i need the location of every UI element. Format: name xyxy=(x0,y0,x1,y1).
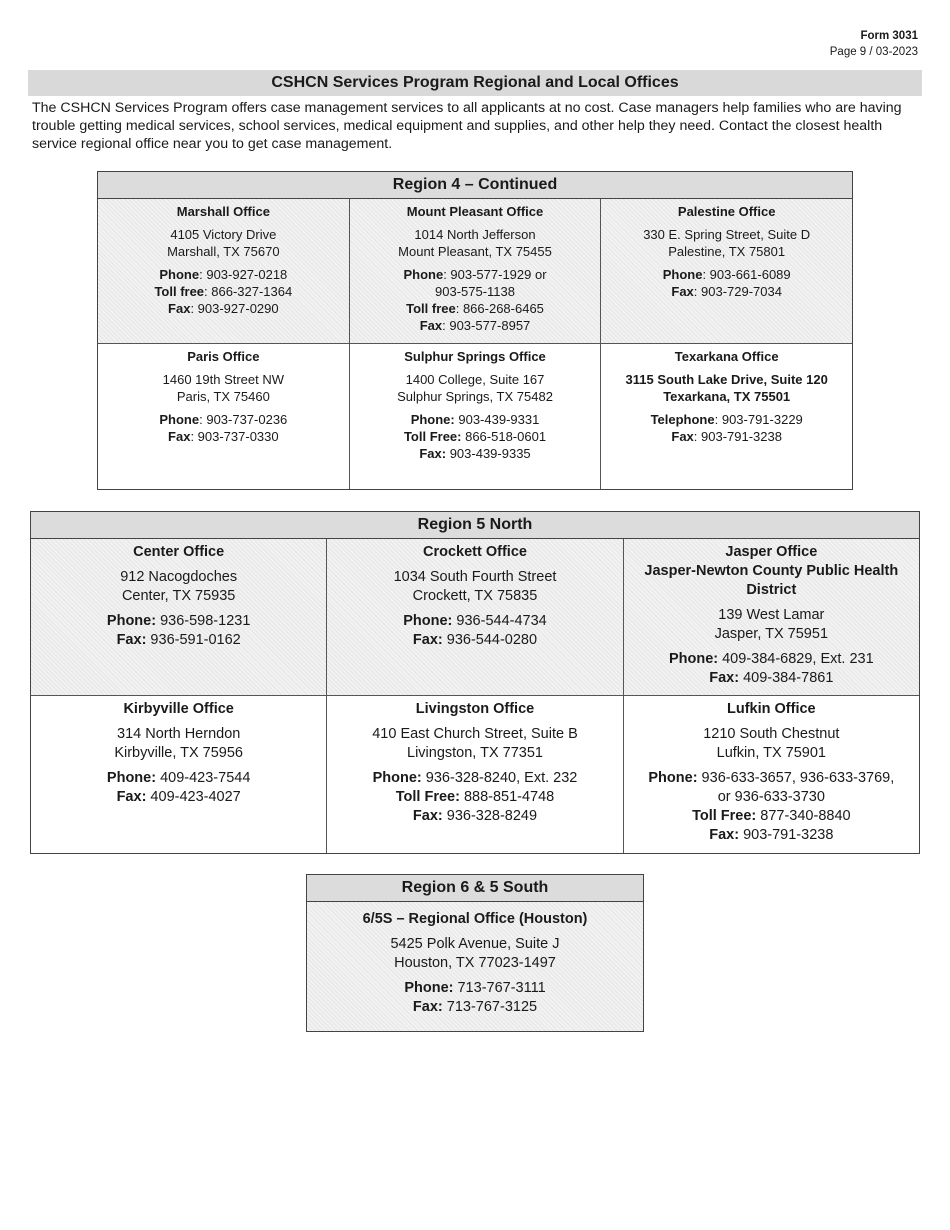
phone-label: Phone: xyxy=(106,613,157,629)
phone-line xyxy=(350,266,601,283)
region-4-row-1 xyxy=(98,199,852,344)
fax-label: Fax: xyxy=(412,999,443,1015)
address-line: 1400 College, Suite 167 xyxy=(405,372,545,387)
tollfree-number: : 866-327-1364 xyxy=(204,284,293,299)
office-name: Marshall Office xyxy=(176,204,270,219)
fax-number: 903-439-9335 xyxy=(446,446,531,461)
tollfree-line xyxy=(327,788,622,807)
address-line: 410 East Church Street, Suite B xyxy=(372,726,578,742)
phone-label: Phone: xyxy=(106,770,157,786)
phone-line-2: or 936-633-3730 xyxy=(717,789,825,805)
tollfree-line xyxy=(350,300,601,317)
office-name: Palestine Office xyxy=(677,204,776,219)
fax-number: 936-328-8249 xyxy=(442,808,538,824)
office-houston xyxy=(307,902,643,1031)
phone-line xyxy=(601,266,852,283)
address-line: Kirbyville, TX 75956 xyxy=(114,745,243,761)
address-line: Sulphur Springs, TX 75482 xyxy=(397,389,553,404)
fax-label: Fax: xyxy=(412,808,443,824)
address-line: 5425 Polk Avenue, Suite J xyxy=(390,936,560,952)
form-number: Form 3031 xyxy=(860,30,918,42)
phone-number: 936-633-3657, 936-633-3769, xyxy=(697,770,895,786)
fax-line xyxy=(307,998,643,1017)
fax-label: Fax: xyxy=(709,827,740,843)
address-line: 3115 South Lake Drive, Suite 120 xyxy=(625,372,828,387)
address-line: Crockett, TX 75835 xyxy=(412,588,538,604)
office-kirbyville xyxy=(31,696,327,853)
fax-number: : 903-927-0290 xyxy=(190,301,279,316)
office-name: Mount Pleasant Office xyxy=(406,204,544,219)
address-line: 1014 North Jefferson xyxy=(414,227,536,242)
fax-line xyxy=(350,317,601,334)
fax-line xyxy=(327,807,622,826)
fax-number: 936-544-0280 xyxy=(442,632,538,648)
fax-number: 936-591-0162 xyxy=(146,632,241,648)
office-address xyxy=(98,226,349,260)
address-line: Livingston, TX 77351 xyxy=(407,745,543,761)
phone-label: Telephone xyxy=(650,412,715,427)
region-5-heading: Region 5 North xyxy=(31,512,919,539)
office-subtitle xyxy=(624,562,919,600)
office-address xyxy=(601,226,852,260)
fax-line xyxy=(350,445,601,462)
fax-number: : 903-729-7034 xyxy=(693,284,782,299)
fax-line xyxy=(601,283,852,300)
tollfree-label: Toll Free: xyxy=(395,789,460,805)
office-name: 6/5S – Regional Office (Houston) xyxy=(362,911,588,927)
phone-label: Phone: xyxy=(404,980,454,996)
fax-number: : 903-791-3238 xyxy=(693,429,782,444)
fax-line xyxy=(98,300,349,317)
office-lufkin xyxy=(624,696,919,853)
phone-number: 409-384-6829, Ext. 231 xyxy=(718,651,874,667)
region-6-5-south-table xyxy=(306,874,644,1032)
phone-line xyxy=(601,411,852,428)
phone-number: : 903-927-0218 xyxy=(199,267,288,282)
office-name: Paris Office xyxy=(187,349,260,364)
phone-label: Phone: xyxy=(410,412,455,427)
phone-number: 903-439-9331 xyxy=(454,412,540,427)
phone-line xyxy=(350,411,601,428)
fax-label: Fax: xyxy=(116,789,147,805)
region-5-north-table xyxy=(30,511,920,854)
fax-number: 409-384-7861 xyxy=(739,670,834,686)
fax-line xyxy=(31,631,326,650)
region-6-row-1 xyxy=(307,902,643,1031)
region-4-table xyxy=(97,171,853,490)
office-crockett xyxy=(327,539,623,695)
fax-number: 713-767-3125 xyxy=(442,999,538,1015)
phone-label: Phone xyxy=(159,267,200,282)
page-title: CSHCN Services Program Regional and Local Offices xyxy=(28,70,922,96)
office-address xyxy=(350,226,601,260)
phone-number: 936-598-1231 xyxy=(156,613,251,629)
phone-line-2: 903-575-1138 xyxy=(435,284,515,299)
phone-line xyxy=(327,769,622,788)
page-info: Page 9 / 03-2023 xyxy=(829,46,918,58)
office-address xyxy=(31,568,326,606)
phone-number: 936-328-8240, Ext. 232 xyxy=(421,770,578,786)
office-name: Livingston Office xyxy=(415,701,535,717)
tollfree-label: Toll free xyxy=(406,301,456,316)
region-4-heading: Region 4 – Continued xyxy=(98,172,852,199)
tollfree-number: 877-340-8840 xyxy=(756,808,851,824)
address-line: Lufkin, TX 75901 xyxy=(716,745,826,761)
fax-line xyxy=(601,428,852,445)
phone-line xyxy=(31,612,326,631)
fax-number: 903-791-3238 xyxy=(739,827,834,843)
office-address xyxy=(350,371,601,405)
region-5-row-1 xyxy=(31,539,919,696)
fax-label: Fax xyxy=(671,284,694,299)
address-line: Palestine, TX 75801 xyxy=(668,244,786,259)
fax-label: Fax: xyxy=(116,632,147,648)
office-paris xyxy=(98,344,350,489)
fax-line xyxy=(624,669,919,688)
office-address xyxy=(31,725,326,763)
office-sulphur-springs xyxy=(350,344,602,489)
tollfree-line xyxy=(350,428,601,445)
phone-line xyxy=(307,979,643,998)
fax-label: Fax: xyxy=(709,670,740,686)
office-texarkana xyxy=(601,344,852,489)
office-name: Crockett Office xyxy=(423,544,527,560)
form-header xyxy=(830,28,918,60)
fax-line xyxy=(98,428,349,445)
office-name: Kirbyville Office xyxy=(123,701,234,717)
phone-line xyxy=(98,266,349,283)
phone-line xyxy=(31,769,326,788)
fax-label: Fax xyxy=(168,301,191,316)
fax-number: : 903-737-0330 xyxy=(190,429,279,444)
address-line: Paris, TX 75460 xyxy=(176,389,270,404)
fax-label: Fax xyxy=(671,429,694,444)
office-address xyxy=(307,935,643,973)
phone-number: : 903-791-3229 xyxy=(714,412,803,427)
address-line: Center, TX 75935 xyxy=(121,588,236,604)
tollfree-number: : 866-268-6465 xyxy=(455,301,544,316)
phone-number: : 903-577-1929 or xyxy=(443,267,547,282)
tollfree-label: Toll Free: xyxy=(692,808,757,824)
subtitle-line: District xyxy=(746,582,797,598)
fax-number: : 903-577-8957 xyxy=(442,318,531,333)
phone-label: Phone xyxy=(662,267,703,282)
address-line: 139 West Lamar xyxy=(718,607,825,623)
tollfree-label: Toll free xyxy=(154,284,205,299)
office-center xyxy=(31,539,327,695)
fax-label: Fax: xyxy=(412,632,443,648)
address-line: 912 Nacogdoches xyxy=(120,569,238,585)
office-livingston xyxy=(327,696,623,853)
tollfree-line xyxy=(98,283,349,300)
office-jasper xyxy=(624,539,919,695)
address-line: 314 North Herndon xyxy=(117,726,241,742)
phone-number: 713-767-3111 xyxy=(453,980,546,996)
phone-label: Phone: xyxy=(648,770,698,786)
phone-label: Phone: xyxy=(372,770,422,786)
address-line: Texarkana, TX 75501 xyxy=(663,389,791,404)
phone-number: : 903-661-6089 xyxy=(702,267,791,282)
phone-line xyxy=(624,769,919,788)
address-line: 4105 Victory Drive xyxy=(170,227,277,242)
address-line: 1460 19th Street NW xyxy=(162,372,285,387)
tollfree-label: Toll Free: xyxy=(403,429,462,444)
region-6-heading: Region 6 & 5 South xyxy=(307,875,643,902)
office-address xyxy=(327,568,622,606)
address-line: 1034 South Fourth Street xyxy=(393,569,557,585)
address-line: 1210 South Chestnut xyxy=(703,726,840,742)
office-palestine xyxy=(601,199,852,343)
tollfree-number: 866-518-0601 xyxy=(461,429,547,444)
office-address xyxy=(624,606,919,644)
phone-label: Phone xyxy=(403,267,444,282)
office-marshall xyxy=(98,199,350,343)
tollfree-number: 888-851-4748 xyxy=(459,789,555,805)
phone-label: Phone: xyxy=(668,651,719,667)
region-5-row-2 xyxy=(31,696,919,853)
office-address xyxy=(601,371,852,405)
fax-line xyxy=(327,631,622,650)
office-name: Jasper Office xyxy=(725,544,818,560)
office-address xyxy=(327,725,622,763)
fax-label: Fax: xyxy=(419,446,447,461)
region-4-row-2 xyxy=(98,344,852,489)
tollfree-line xyxy=(624,807,919,826)
fax-label: Fax xyxy=(168,429,191,444)
address-line: Houston, TX 77023-1497 xyxy=(394,955,556,971)
phone-number: : 903-737-0236 xyxy=(199,412,288,427)
address-line: Jasper, TX 75951 xyxy=(714,626,829,642)
office-address xyxy=(98,371,349,405)
office-name: Center Office xyxy=(133,544,225,560)
address-line: Mount Pleasant, TX 75455 xyxy=(398,244,552,259)
phone-number: 409-423-7544 xyxy=(156,770,251,786)
intro-paragraph: The CSHCN Services Program offers case management services to all applicants at no cost. Case managers help families who are having trouble getting medical services, school services, medical equipment and supplies, and other help they need. Contact the closest health service regional office near you to get case management. xyxy=(32,100,902,152)
office-name: Texarkana Office xyxy=(674,349,779,364)
fax-number: 409-423-4027 xyxy=(146,789,241,805)
office-name: Sulphur Springs Office xyxy=(404,349,546,364)
address-line: 330 E. Spring Street, Suite D xyxy=(643,227,811,242)
fax-label: Fax xyxy=(419,318,443,333)
fax-line xyxy=(624,826,919,845)
subtitle-line: Jasper-Newton County Public Health xyxy=(644,563,899,579)
address-line: Marshall, TX 75670 xyxy=(167,244,280,259)
office-name: Lufkin Office xyxy=(727,701,816,717)
office-mount-pleasant xyxy=(350,199,602,343)
office-address xyxy=(624,725,919,763)
phone-label: Phone xyxy=(159,412,200,427)
phone-number: 936-544-4734 xyxy=(452,613,547,629)
phone-line xyxy=(98,411,349,428)
fax-line xyxy=(31,788,326,807)
phone-line xyxy=(327,612,622,631)
phone-line xyxy=(624,650,919,669)
phone-label: Phone: xyxy=(403,613,453,629)
